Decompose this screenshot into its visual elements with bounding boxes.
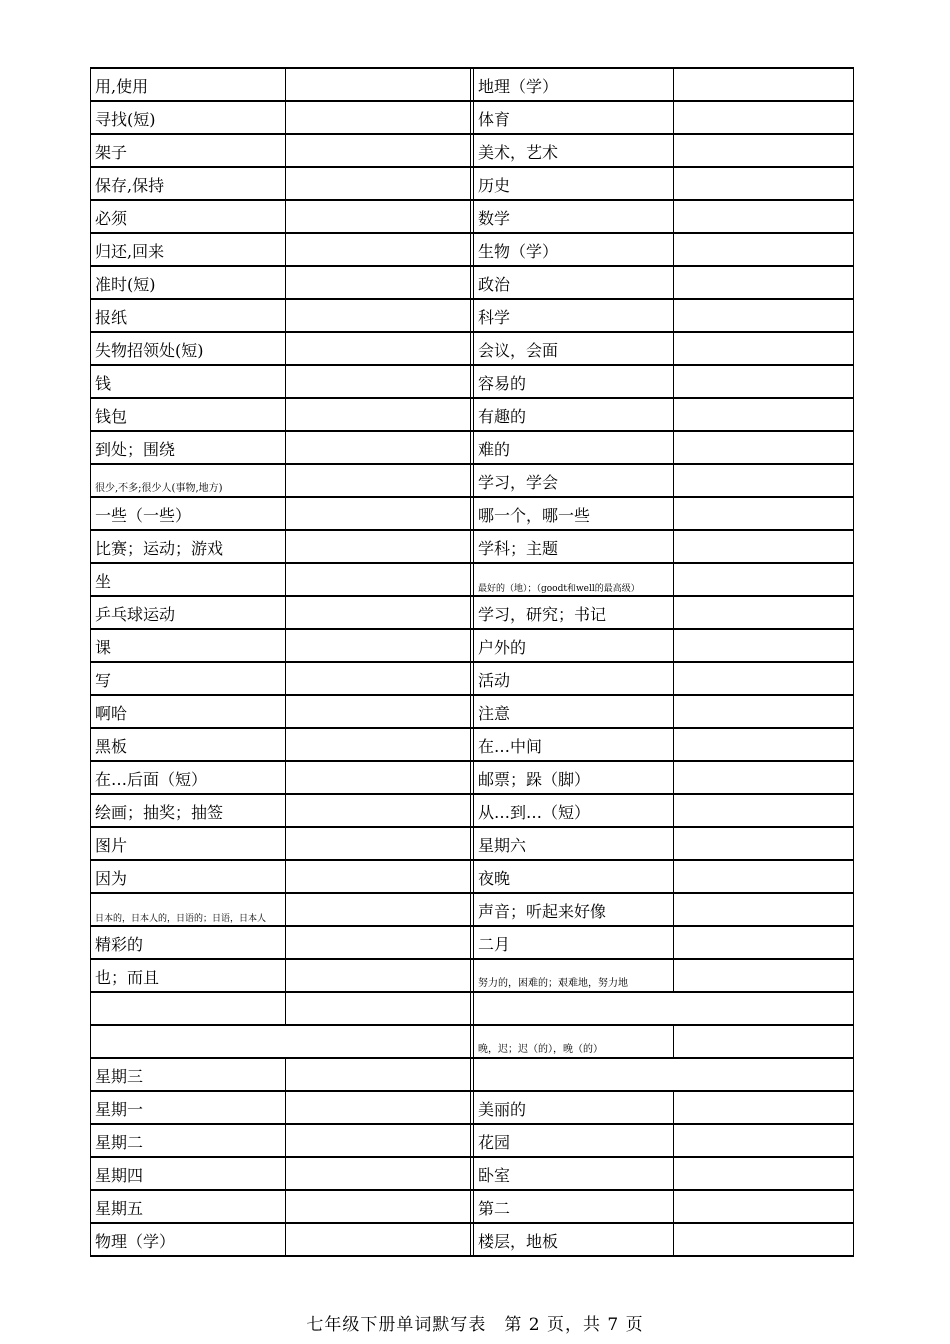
table-row bbox=[91, 960, 854, 993]
answer-blank-cell bbox=[674, 69, 854, 100]
table-row bbox=[91, 663, 854, 696]
table-row bbox=[91, 135, 854, 168]
answer-blank-cell bbox=[286, 267, 474, 298]
answer-blank-cell bbox=[674, 729, 854, 760]
answer-blank-cell bbox=[286, 762, 474, 793]
chinese-term-cell: 第二 bbox=[474, 1191, 674, 1222]
answer-blank-cell bbox=[674, 762, 854, 793]
table-row bbox=[91, 531, 854, 564]
answer-blank-cell bbox=[674, 597, 854, 628]
answer-blank-cell bbox=[286, 894, 474, 925]
chinese-term-cell: 准时(短) bbox=[91, 267, 286, 298]
chinese-term-cell: 学习，学会 bbox=[474, 465, 674, 496]
answer-blank-cell bbox=[286, 861, 474, 892]
answer-blank-cell bbox=[286, 366, 474, 397]
table-row bbox=[91, 267, 854, 300]
answer-blank-cell bbox=[674, 135, 854, 166]
answer-blank-cell bbox=[674, 696, 854, 727]
answer-blank-cell bbox=[286, 564, 474, 595]
answer-blank-cell bbox=[674, 531, 854, 562]
chinese-term-cell: 必须 bbox=[91, 201, 286, 232]
answer-blank-cell bbox=[674, 366, 854, 397]
chinese-term-cell: 绘画；抽奖；抽签 bbox=[91, 795, 286, 826]
answer-blank-cell bbox=[674, 300, 854, 331]
answer-blank-cell bbox=[674, 564, 854, 595]
table-row bbox=[91, 69, 854, 102]
answer-blank-cell bbox=[286, 696, 474, 727]
answer-blank-cell bbox=[286, 663, 474, 694]
answer-blank-cell bbox=[286, 399, 474, 430]
table-row bbox=[91, 927, 854, 960]
answer-blank-cell bbox=[674, 168, 854, 199]
right-merged-cell bbox=[474, 993, 854, 1024]
table-row bbox=[91, 300, 854, 333]
chinese-term-cell: 难的 bbox=[474, 432, 674, 463]
chinese-term-cell: 精彩的 bbox=[91, 927, 286, 958]
chinese-term-cell: 卧室 bbox=[474, 1158, 674, 1189]
chinese-term-cell: 架子 bbox=[91, 135, 286, 166]
chinese-term-cell: 坐 bbox=[91, 564, 286, 595]
answer-blank-cell bbox=[286, 300, 474, 331]
table-row bbox=[91, 630, 854, 663]
chinese-term-cell: 日本的，日本人的，日语的；日语，日本人 bbox=[91, 894, 286, 925]
answer-blank-cell bbox=[286, 927, 474, 958]
answer-blank-cell bbox=[674, 630, 854, 661]
chinese-term-cell: 星期一 bbox=[91, 1092, 286, 1123]
answer-blank-cell bbox=[674, 1026, 854, 1057]
chinese-term-cell: 比赛；运动；游戏 bbox=[91, 531, 286, 562]
answer-blank-cell bbox=[286, 1158, 474, 1189]
page-footer: 七年级下册单词默写表 第 2 页，共 7 页 bbox=[306, 1315, 644, 1335]
chinese-term-cell: 楼层，地板 bbox=[474, 1224, 674, 1255]
table-row bbox=[91, 729, 854, 762]
chinese-term-cell: 注意 bbox=[474, 696, 674, 727]
answer-blank-cell bbox=[674, 432, 854, 463]
table-row bbox=[91, 696, 854, 729]
chinese-term-cell: 邮票；跺（脚） bbox=[474, 762, 674, 793]
table-row bbox=[91, 993, 854, 1026]
answer-blank-cell bbox=[286, 1125, 474, 1156]
answer-blank-cell bbox=[674, 795, 854, 826]
answer-blank-cell bbox=[286, 1059, 474, 1090]
chinese-term-cell: 星期四 bbox=[91, 1158, 286, 1189]
right-merged-cell bbox=[474, 1059, 854, 1090]
chinese-term-cell: 报纸 bbox=[91, 300, 286, 331]
table-row bbox=[91, 234, 854, 267]
answer-blank-cell bbox=[286, 498, 474, 529]
table-row bbox=[91, 795, 854, 828]
chinese-term-cell: 历史 bbox=[474, 168, 674, 199]
table-row bbox=[91, 1026, 854, 1059]
chinese-term-cell: 在…中间 bbox=[474, 729, 674, 760]
answer-blank-cell bbox=[674, 1125, 854, 1156]
chinese-term-cell: 会议，会面 bbox=[474, 333, 674, 364]
answer-blank-cell bbox=[286, 69, 474, 100]
answer-blank-cell bbox=[286, 828, 474, 859]
table-row bbox=[91, 597, 854, 630]
answer-blank-cell bbox=[674, 399, 854, 430]
chinese-term-cell: 保存,保持 bbox=[91, 168, 286, 199]
chinese-term-cell: 乒乓球运动 bbox=[91, 597, 286, 628]
answer-blank-cell bbox=[674, 1224, 854, 1255]
chinese-term-cell: 星期六 bbox=[474, 828, 674, 859]
answer-blank-cell bbox=[674, 960, 854, 991]
chinese-term-cell: 用,使用 bbox=[91, 69, 286, 100]
chinese-term-cell: 星期五 bbox=[91, 1191, 286, 1222]
answer-blank-cell bbox=[674, 498, 854, 529]
table-row bbox=[91, 1224, 854, 1257]
answer-blank-cell bbox=[286, 993, 474, 1024]
table-row bbox=[91, 828, 854, 861]
chinese-term-cell: 学科；主题 bbox=[474, 531, 674, 562]
answer-blank-cell bbox=[286, 597, 474, 628]
answer-blank-cell bbox=[674, 234, 854, 265]
chinese-term-cell: 寻找(短) bbox=[91, 102, 286, 133]
answer-blank-cell bbox=[286, 135, 474, 166]
answer-blank-cell bbox=[286, 1092, 474, 1123]
answer-blank-cell bbox=[286, 729, 474, 760]
chinese-term-cell: 星期三 bbox=[91, 1059, 286, 1090]
chinese-term-cell: 很少,不多;很少人(事物,地方) bbox=[91, 465, 286, 496]
answer-blank-cell bbox=[674, 1191, 854, 1222]
chinese-term-cell: 科学 bbox=[474, 300, 674, 331]
chinese-term-cell: 花园 bbox=[474, 1125, 674, 1156]
answer-blank-cell bbox=[674, 1092, 854, 1123]
answer-blank-cell bbox=[674, 201, 854, 232]
table-row bbox=[91, 366, 854, 399]
chinese-term-cell: 一些（一些） bbox=[91, 498, 286, 529]
answer-blank-cell bbox=[674, 861, 854, 892]
chinese-term-cell bbox=[91, 993, 286, 1024]
chinese-term-cell: 学习，研究；书记 bbox=[474, 597, 674, 628]
chinese-term-cell: 有趣的 bbox=[474, 399, 674, 430]
table-row bbox=[91, 1191, 854, 1224]
chinese-term-cell: 在…后面（短） bbox=[91, 762, 286, 793]
chinese-term-cell: 从…到…（短） bbox=[474, 795, 674, 826]
answer-blank-cell bbox=[286, 1224, 474, 1255]
chinese-term-cell: 因为 bbox=[91, 861, 286, 892]
table-row bbox=[91, 894, 854, 927]
chinese-term-cell: 生物（学） bbox=[474, 234, 674, 265]
chinese-term-cell: 课 bbox=[91, 630, 286, 661]
table-row bbox=[91, 201, 854, 234]
answer-blank-cell bbox=[286, 630, 474, 661]
table-row bbox=[91, 1092, 854, 1125]
chinese-term-cell: 失物招领处(短) bbox=[91, 333, 286, 364]
answer-blank-cell bbox=[674, 102, 854, 133]
chinese-term-cell: 政治 bbox=[474, 267, 674, 298]
answer-blank-cell bbox=[286, 168, 474, 199]
answer-blank-cell bbox=[674, 465, 854, 496]
chinese-term-cell: 钱 bbox=[91, 366, 286, 397]
chinese-term-cell: 星期二 bbox=[91, 1125, 286, 1156]
answer-blank-cell bbox=[286, 960, 474, 991]
chinese-term-cell: 夜晚 bbox=[474, 861, 674, 892]
chinese-term-cell: 哪一个，哪一些 bbox=[474, 498, 674, 529]
chinese-term-cell: 户外的 bbox=[474, 630, 674, 661]
answer-blank-cell bbox=[674, 828, 854, 859]
table-row bbox=[91, 498, 854, 531]
vocabulary-table bbox=[90, 67, 854, 1257]
answer-blank-cell bbox=[674, 267, 854, 298]
chinese-term-cell: 容易的 bbox=[474, 366, 674, 397]
chinese-term-cell: 写 bbox=[91, 663, 286, 694]
chinese-term-cell: 美丽的 bbox=[474, 1092, 674, 1123]
answer-blank-cell bbox=[674, 1158, 854, 1189]
table-row bbox=[91, 465, 854, 498]
left-merged-cell bbox=[91, 1026, 474, 1057]
answer-blank-cell bbox=[286, 201, 474, 232]
chinese-term-cell: 归还,回来 bbox=[91, 234, 286, 265]
answer-blank-cell bbox=[286, 234, 474, 265]
answer-blank-cell bbox=[286, 465, 474, 496]
table-row bbox=[91, 762, 854, 795]
chinese-term-cell: 图片 bbox=[91, 828, 286, 859]
chinese-term-cell: 活动 bbox=[474, 663, 674, 694]
chinese-term-cell: 地理（学） bbox=[474, 69, 674, 100]
chinese-term-cell: 最好的（地）；（goodt和well的最高级） bbox=[474, 564, 674, 595]
answer-blank-cell bbox=[286, 795, 474, 826]
answer-blank-cell bbox=[286, 1191, 474, 1222]
answer-blank-cell bbox=[286, 432, 474, 463]
answer-blank-cell bbox=[286, 333, 474, 364]
chinese-term-cell: 钱包 bbox=[91, 399, 286, 430]
chinese-term-cell: 美术，艺术 bbox=[474, 135, 674, 166]
answer-blank-cell bbox=[286, 531, 474, 562]
chinese-term-cell: 物理（学） bbox=[91, 1224, 286, 1255]
table-row bbox=[91, 432, 854, 465]
chinese-term-cell: 黑板 bbox=[91, 729, 286, 760]
chinese-term-cell: 到处；围绕 bbox=[91, 432, 286, 463]
table-row bbox=[91, 333, 854, 366]
chinese-term-cell: 数学 bbox=[474, 201, 674, 232]
answer-blank-cell bbox=[674, 927, 854, 958]
table-row bbox=[91, 399, 854, 432]
table-row bbox=[91, 1059, 854, 1092]
chinese-term-cell: 体育 bbox=[474, 102, 674, 133]
chinese-term-cell: 也；而且 bbox=[91, 960, 286, 991]
table-row bbox=[91, 1158, 854, 1191]
answer-blank-cell bbox=[286, 102, 474, 133]
chinese-term-cell: 努力的，困难的；艰难地，努力地 bbox=[474, 960, 674, 991]
chinese-term-cell: 啊哈 bbox=[91, 696, 286, 727]
chinese-term-cell: 二月 bbox=[474, 927, 674, 958]
table-row bbox=[91, 861, 854, 894]
answer-blank-cell bbox=[674, 663, 854, 694]
table-row bbox=[91, 1125, 854, 1158]
table-row bbox=[91, 168, 854, 201]
chinese-term-cell: 晚，迟；迟（的），晚（的） bbox=[474, 1026, 674, 1057]
answer-blank-cell bbox=[674, 333, 854, 364]
chinese-term-cell: 声音；听起来好像 bbox=[474, 894, 674, 925]
table-row bbox=[91, 102, 854, 135]
table-row bbox=[91, 564, 854, 597]
answer-blank-cell bbox=[674, 894, 854, 925]
